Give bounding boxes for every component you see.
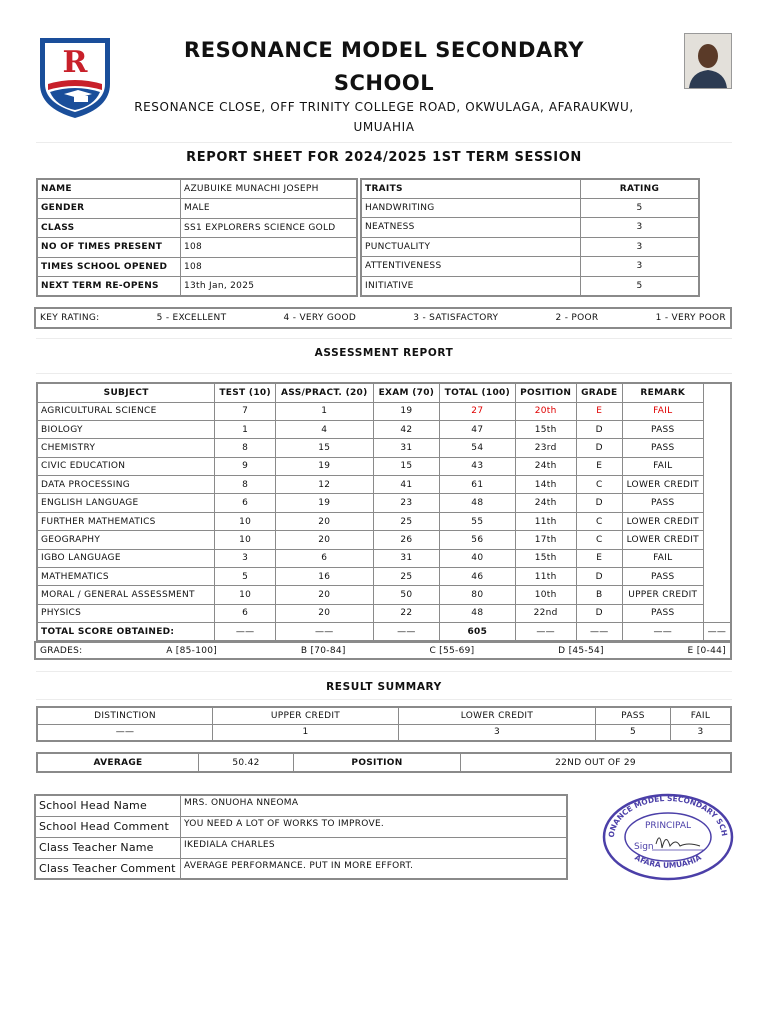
info-row [37,257,357,277]
key-rating-item: 2 - POOR [555,313,599,323]
info-value: 108 [181,257,358,277]
trait-row [361,237,699,257]
assessment-header: GRADE [576,383,622,402]
cell-remark: LOWER CREDIT [622,476,703,494]
cell-grade: B [576,586,622,604]
cell-exam: 41 [373,476,439,494]
cell-test: 9 [215,457,276,475]
assessment-header: ASS/PRACT. (20) [275,383,373,402]
trait-row [361,198,699,218]
cell-test: 6 [215,604,276,622]
subject-row [37,604,731,622]
cell-total: 56 [440,531,515,549]
svg-text:PRINCIPAL: PRINCIPAL [644,821,692,831]
summary-value: 1 [213,724,399,741]
assessment-header-spacer [703,383,731,402]
svg-text:AFARA UMUAHIA: AFARA UMUAHIA [633,852,703,870]
svg-text:R: R [62,45,88,80]
cell-exam: 31 [373,439,439,457]
cell-ass: 16 [275,568,373,586]
info-row [37,277,357,297]
row-spacer [703,439,731,457]
trait-rating: 5 [581,198,700,218]
key-rating-item: 3 - SATISFACTORY [413,313,499,323]
cell-remark: LOWER CREDIT [622,512,703,530]
summary-value: 5 [596,724,671,741]
cell-position: 23rd [515,439,576,457]
comment-row [35,795,567,816]
row-spacer [703,420,731,438]
cell-grade: C [576,512,622,530]
key-rating-bar [34,307,732,329]
grades-bar [34,641,732,660]
subject-row [37,512,731,530]
comment-row [35,816,567,837]
cell-position: 14th [515,476,576,494]
cell-total: 46 [440,568,515,586]
cell-exam: 50 [373,586,439,604]
info-value: MALE [181,199,358,219]
cell-remark: PASS [622,604,703,622]
cell-test: 7 [215,402,276,420]
comment-label: School Head Comment [35,816,181,837]
trait-row [361,218,699,238]
cell-test: 10 [215,586,276,604]
subject-row [37,439,731,457]
row-spacer [703,457,731,475]
info-value: SS1 EXPLORERS SCIENCE GOLD [181,218,358,238]
cell-total: 40 [440,549,515,567]
total-label: TOTAL SCORE OBTAINED: [37,623,215,641]
cell-position: 24th [515,494,576,512]
traits-table [360,178,700,297]
cell-exam: 25 [373,512,439,530]
trait-name: PUNCTUALITY [361,237,581,257]
info-value: AZUBUIKE MUNACHI JOSEPH [181,179,358,199]
cell-exam: 42 [373,420,439,438]
position-value: 22ND OUT OF 29 [461,753,732,772]
info-row [37,238,357,258]
subject-row [37,476,731,494]
cell-test: 10 [215,512,276,530]
cell-subject: MORAL / GENERAL ASSESSMENT [37,586,215,604]
summary-header: FAIL [671,707,732,724]
cell-total: 80 [440,586,515,604]
cell-position: 17th [515,531,576,549]
cell-grade: C [576,531,622,549]
cell-subject: GEOGRAPHY [37,531,215,549]
row-spacer [703,549,731,567]
cell-total: 48 [440,494,515,512]
average-label: AVERAGE [37,753,199,772]
trait-name: HANDWRITING [361,198,581,218]
svg-text:Sign: Sign [634,842,654,852]
report-title: REPORT SHEET FOR 2024/2025 1ST TERM SESSION [186,150,582,165]
cell-remark: FAIL [622,549,703,567]
cell-total: 48 [440,604,515,622]
comment-row [35,858,567,879]
comment-label: Class Teacher Comment [35,858,181,879]
cell-total: 61 [440,476,515,494]
comment-row [35,837,567,858]
cell-remark: FAIL [622,402,703,420]
cell-grade: E [576,402,622,420]
school-address: RESONANCE CLOSE, OFF TRINITY COLLEGE ROAD, OKWULAGA, AFARAUKWU, UMUAHIA [134,100,634,134]
cell-exam: 15 [373,457,439,475]
cell-ass: 15 [275,439,373,457]
assessment-header: TEST (10) [215,383,276,402]
cell-exam: 31 [373,549,439,567]
cell-total: 54 [440,439,515,457]
grades-label: GRADES: [40,645,83,656]
cell-subject: DATA PROCESSING [37,476,215,494]
comment-value: YOU NEED A LOT OF WORKS TO IMPROVE. [181,816,568,837]
cell-subject: FURTHER MATHEMATICS [37,512,215,530]
trait-name: INITIATIVE [361,276,581,296]
cell-ass: 20 [275,604,373,622]
trait-rating: 5 [581,276,700,296]
cell-remark: PASS [622,420,703,438]
cell-test: 1 [215,420,276,438]
cell-subject: CHEMISTRY [37,439,215,457]
cell-test: 3 [215,549,276,567]
info-value: 13th Jan, 2025 [181,277,358,297]
trait-name: NEATNESS [361,218,581,238]
total-value: 605 [440,623,515,641]
row-spacer [703,512,731,530]
cell-remark: LOWER CREDIT [622,531,703,549]
trait-name: ATTENTIVENESS [361,257,581,277]
summary-value: —— [37,724,213,741]
grade-range: A [85-100] [166,645,218,656]
assessment-title: ASSESSMENT REPORT [314,347,454,359]
info-row [37,218,357,238]
assessment-table [36,382,732,642]
student-info-table [36,178,358,297]
cell-grade: D [576,439,622,457]
summary-header: LOWER CREDIT [399,707,596,724]
info-row [37,199,357,219]
info-row [37,179,357,199]
cell-ass: 6 [275,549,373,567]
total-dash: —— [275,623,373,641]
cell-total: 43 [440,457,515,475]
cell-subject: ENGLISH LANGUAGE [37,494,215,512]
summary-table [36,706,732,742]
cell-test: 8 [215,439,276,457]
grade-range: C [55-69] [429,645,475,656]
key-rating-item: 4 - VERY GOOD [283,313,357,323]
trait-rating: 3 [581,218,700,238]
rating-header: RATING [581,179,700,198]
cell-subject: MATHEMATICS [37,568,215,586]
trait-rating: 3 [581,237,700,257]
subject-row [37,402,731,420]
row-spacer [703,494,731,512]
cell-grade: D [576,494,622,512]
row-spacer [703,604,731,622]
cell-grade: D [576,568,622,586]
cell-total: 27 [440,402,515,420]
traits-header: TRAITS [361,179,581,198]
row-spacer [703,476,731,494]
cell-position: 15th [515,420,576,438]
cell-ass: 19 [275,457,373,475]
cell-grade: C [576,476,622,494]
comment-label: Class Teacher Name [35,837,181,858]
comments-table [34,794,568,880]
info-label: GENDER [37,199,181,219]
cell-ass: 12 [275,476,373,494]
comment-value: MRS. ONUOHA NNEOMA [181,795,568,816]
key-rating-item: 1 - VERY POOR [655,313,726,323]
cell-ass: 20 [275,586,373,604]
total-dash: —— [515,623,576,641]
cell-remark: FAIL [622,457,703,475]
cell-grade: E [576,549,622,567]
cell-remark: PASS [622,439,703,457]
total-dash: —— [215,623,276,641]
info-label: NAME [37,179,181,199]
cell-position: 15th [515,549,576,567]
grade-range: B [70-84] [300,645,346,656]
subject-row [37,549,731,567]
info-label: NEXT TERM RE-OPENS [37,277,181,297]
total-dash: —— [703,623,731,641]
cell-ass: 19 [275,494,373,512]
row-spacer [703,568,731,586]
total-dash: —— [622,623,703,641]
school-name: RESONANCE MODEL SECONDARY SCHOOL [184,38,584,95]
cell-remark: PASS [622,494,703,512]
summary-header: DISTINCTION [37,707,213,724]
total-row [37,623,731,641]
trait-row [361,257,699,277]
cell-position: 20th [515,402,576,420]
total-dash: —— [576,623,622,641]
cell-test: 8 [215,476,276,494]
comment-value: AVERAGE PERFORMANCE. PUT IN MORE EFFORT. [181,858,568,879]
grade-range: E [0-44] [687,645,726,656]
assessment-header: EXAM (70) [373,383,439,402]
cell-grade: D [576,604,622,622]
cell-position: 10th [515,586,576,604]
subject-row [37,531,731,549]
cell-test: 10 [215,531,276,549]
row-spacer [703,586,731,604]
cell-subject: PHYSICS [37,604,215,622]
cell-test: 6 [215,494,276,512]
subject-row [37,586,731,604]
cell-exam: 19 [373,402,439,420]
svg-text:RESONANCE MODEL SECONDARY SCHO: ONANCE MODEL SECONDARY SCH [606,793,730,838]
cell-exam: 25 [373,568,439,586]
assessment-header: REMARK [622,383,703,402]
position-label: POSITION [294,753,461,772]
assessment-header: SUBJECT [37,383,215,402]
average-table [36,752,732,773]
key-rating-item: 5 - EXCELLENT [156,313,227,323]
cell-test: 5 [215,568,276,586]
grade-range: D [45-54] [558,645,604,656]
trait-rating: 3 [581,257,700,277]
cell-remark: UPPER CREDIT [622,586,703,604]
subject-row [37,494,731,512]
summary-value: 3 [671,724,732,741]
cell-subject: CIVIC EDUCATION [37,457,215,475]
info-label: CLASS [37,218,181,238]
cell-ass: 4 [275,420,373,438]
subject-row [37,568,731,586]
cell-subject: AGRICULTURAL SCIENCE [37,402,215,420]
summary-header: PASS [596,707,671,724]
cell-position: 22nd [515,604,576,622]
key-rating-label: KEY RATING: [40,313,100,323]
cell-exam: 23 [373,494,439,512]
subject-row [37,420,731,438]
cell-ass: 1 [275,402,373,420]
trait-row [361,276,699,296]
summary-title: RESULT SUMMARY [326,681,442,693]
cell-position: 24th [515,457,576,475]
cell-total: 55 [440,512,515,530]
cell-remark: PASS [622,568,703,586]
cell-subject: BIOLOGY [37,420,215,438]
school-logo [34,32,116,120]
subject-row [37,457,731,475]
cell-ass: 20 [275,531,373,549]
total-dash: —— [373,623,439,641]
cell-total: 47 [440,420,515,438]
cell-grade: D [576,420,622,438]
comment-value: IKEDIALA CHARLES [181,837,568,858]
info-value: 108 [181,238,358,258]
principal-stamp [600,792,736,882]
info-label: NO OF TIMES PRESENT [37,238,181,258]
row-spacer [703,402,731,420]
assessment-header: TOTAL (100) [440,383,515,402]
cell-position: 11th [515,568,576,586]
average-value: 50.42 [199,753,294,772]
cell-subject: IGBO LANGUAGE [37,549,215,567]
student-photo [684,33,732,89]
assessment-header: POSITION [515,383,576,402]
info-label: TIMES SCHOOL OPENED [37,257,181,277]
cell-exam: 26 [373,531,439,549]
summary-header: UPPER CREDIT [213,707,399,724]
cell-grade: E [576,457,622,475]
row-spacer [703,531,731,549]
comment-label: School Head Name [35,795,181,816]
summary-value: 3 [399,724,596,741]
cell-exam: 22 [373,604,439,622]
cell-ass: 20 [275,512,373,530]
cell-position: 11th [515,512,576,530]
